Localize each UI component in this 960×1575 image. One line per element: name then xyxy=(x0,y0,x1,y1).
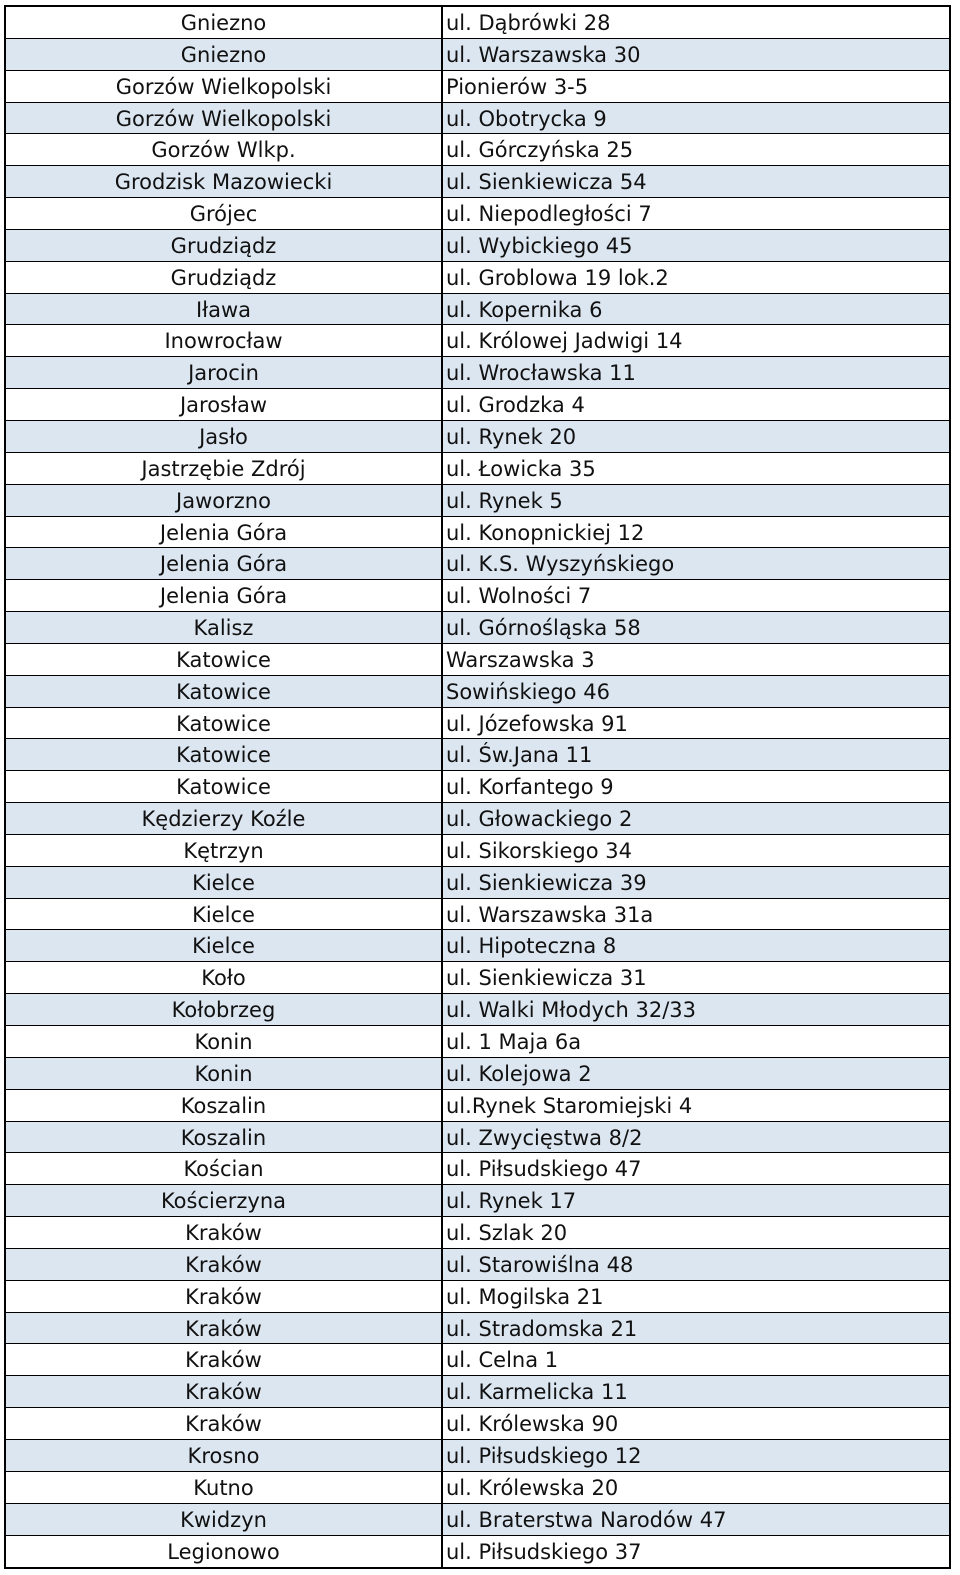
city-cell: Kielce xyxy=(6,899,443,930)
table-row xyxy=(6,1504,949,1536)
city-cell: Katowice xyxy=(6,771,443,802)
address-cell: ul. Sikorskiego 34 xyxy=(446,838,632,863)
address-cell: ul. Karmelicka 11 xyxy=(446,1380,628,1405)
city-cell: Kołobrzeg xyxy=(6,994,443,1025)
city-cell: Jarocin xyxy=(6,357,443,388)
address-cell: ul. Stradomska 21 xyxy=(446,1316,638,1341)
city-cell: Kwidzyn xyxy=(6,1504,443,1535)
city-cell: Kraków xyxy=(6,1313,443,1344)
table-row xyxy=(6,676,949,708)
table-row xyxy=(6,389,949,421)
address-cell: ul. Górczyńska 25 xyxy=(446,138,634,163)
table-row xyxy=(6,198,949,230)
city-cell: Jasło xyxy=(6,421,443,452)
city-cell: Jaworzno xyxy=(6,485,443,516)
address-cell: ul. Kopernika 6 xyxy=(446,297,603,322)
table-row xyxy=(6,994,949,1026)
city-cell: Kraków xyxy=(6,1408,443,1439)
address-cell: ul. Piłsudskiego 37 xyxy=(446,1539,642,1564)
address-cell: ul. Józefowska 91 xyxy=(446,711,628,736)
city-cell: Jastrzębie Zdrój xyxy=(6,453,443,484)
table-row xyxy=(6,1376,949,1408)
city-cell: Jelenia Góra xyxy=(6,548,443,579)
table-row xyxy=(6,771,949,803)
address-cell: ul. Królewska 20 xyxy=(446,1475,619,1500)
address-cell: ul. Walki Młodych 32/33 xyxy=(446,998,697,1023)
city-cell: Grójec xyxy=(6,198,443,229)
city-cell: Katowice xyxy=(6,676,443,707)
city-cell: Gorzów Wielkopolski xyxy=(6,103,443,134)
table-row xyxy=(6,134,949,166)
table-row xyxy=(6,453,949,485)
table-row xyxy=(6,1313,949,1345)
table-row xyxy=(6,357,949,389)
address-cell: ul. Niepodległości 7 xyxy=(446,202,652,227)
city-cell: Kętrzyn xyxy=(6,835,443,866)
city-cell: Konin xyxy=(6,1026,443,1057)
address-cell: ul. Kolejowa 2 xyxy=(446,1061,592,1086)
table-row xyxy=(6,930,949,962)
city-cell: Grudziądz xyxy=(6,230,443,261)
table-row xyxy=(6,103,949,135)
address-cell: ul. Rynek 20 xyxy=(446,424,577,449)
locations-table xyxy=(4,5,951,1569)
table-row xyxy=(6,517,949,549)
table-row xyxy=(6,230,949,262)
city-cell: Kraków xyxy=(6,1281,443,1312)
address-cell: ul. Grodzka 4 xyxy=(446,393,585,418)
table-row xyxy=(6,612,949,644)
table-row xyxy=(6,708,949,740)
address-cell: ul. Łowicka 35 xyxy=(446,456,596,481)
city-cell: Inowrocław xyxy=(6,325,443,356)
table-row xyxy=(6,899,949,931)
table-row xyxy=(6,39,949,71)
table-row xyxy=(6,325,949,357)
address-cell: ul. Obotrycka 9 xyxy=(446,106,607,131)
table-row xyxy=(6,7,949,39)
address-cell: ul. Górnośląska 58 xyxy=(446,616,641,641)
city-cell: Kalisz xyxy=(6,612,443,643)
address-cell: ul. Warszawska 30 xyxy=(446,42,641,67)
city-cell: Kraków xyxy=(6,1344,443,1375)
address-cell: ul. Wybickiego 45 xyxy=(446,233,633,258)
address-cell: ul. Braterstwa Narodów 47 xyxy=(446,1507,727,1532)
table-row xyxy=(6,548,949,580)
city-cell: Kraków xyxy=(6,1249,443,1280)
table-row xyxy=(6,644,949,676)
address-cell: ul. 1 Maja 6a xyxy=(446,1030,582,1054)
address-cell: ul. Piłsudskiego 12 xyxy=(446,1443,642,1468)
city-cell: Koszalin xyxy=(6,1122,443,1153)
address-cell: ul. Warszawska 31a xyxy=(446,902,654,927)
city-cell: Iława xyxy=(6,294,443,325)
city-cell: Jelenia Góra xyxy=(6,517,443,548)
table-row xyxy=(6,835,949,867)
city-cell: Koszalin xyxy=(6,1090,443,1121)
table-row xyxy=(6,1440,949,1472)
city-cell: Kościan xyxy=(6,1153,443,1184)
city-cell: Gorzów Wielkopolski xyxy=(6,71,443,102)
city-cell: Legionowo xyxy=(6,1536,443,1568)
address-cell: ul. Sienkiewicza 39 xyxy=(446,870,647,895)
city-cell: Jelenia Góra xyxy=(6,580,443,611)
address-cell: ul. Celna 1 xyxy=(446,1348,559,1373)
table-row xyxy=(6,739,949,771)
table-row xyxy=(6,1090,949,1122)
city-cell: Konin xyxy=(6,1058,443,1089)
city-cell: Katowice xyxy=(6,644,443,675)
table-row xyxy=(6,1472,949,1504)
address-cell: ul. Rynek 17 xyxy=(446,1189,577,1214)
address-cell: ul. Św.Jana 11 xyxy=(446,743,593,768)
city-cell: Katowice xyxy=(6,739,443,770)
address-cell: ul. Dąbrówki 28 xyxy=(446,11,611,35)
address-cell: ul. Hipoteczna 8 xyxy=(446,934,617,959)
city-cell: Kielce xyxy=(6,867,443,898)
address-cell: Warszawska 3 xyxy=(446,647,595,672)
city-cell: Kędzierzy Koźle xyxy=(6,803,443,834)
city-cell: Gorzów Wlkp. xyxy=(6,134,443,165)
address-cell: ul. Królewska 90 xyxy=(446,1412,619,1437)
address-cell: ul. Starowiślna 48 xyxy=(446,1252,634,1277)
table-row xyxy=(6,1185,949,1217)
city-cell: Kutno xyxy=(6,1472,443,1503)
city-cell: Kościerzyna xyxy=(6,1185,443,1216)
table-row xyxy=(6,1536,949,1568)
table-row xyxy=(6,1408,949,1440)
address-cell: ul.Rynek Staromiejski 4 xyxy=(446,1093,693,1118)
city-cell: Kraków xyxy=(6,1376,443,1407)
city-cell: Grudziądz xyxy=(6,262,443,293)
table-row xyxy=(6,803,949,835)
address-cell: ul. Szlak 20 xyxy=(446,1221,568,1246)
table-row xyxy=(6,71,949,103)
address-cell: ul. Piłsudskiego 47 xyxy=(446,1157,642,1182)
address-cell: ul. Wrocławska 11 xyxy=(446,361,636,386)
table-row xyxy=(6,1281,949,1313)
table-row xyxy=(6,1058,949,1090)
address-cell: ul. Konopnickiej 12 xyxy=(446,520,645,545)
table-row xyxy=(6,262,949,294)
table-row xyxy=(6,962,949,994)
address-cell: ul. Groblowa 19 lok.2 xyxy=(446,265,669,290)
city-cell: Kielce xyxy=(6,930,443,961)
address-cell: ul. Sienkiewicza 54 xyxy=(446,170,647,195)
city-cell: Gniezno xyxy=(6,7,443,38)
address-cell: ul. Sienkiewicza 31 xyxy=(446,966,647,991)
city-cell: Grodzisk Mazowiecki xyxy=(6,166,443,197)
city-cell: Gniezno xyxy=(6,39,443,70)
table-row xyxy=(6,1026,949,1058)
table-row xyxy=(6,1153,949,1185)
table-row xyxy=(6,485,949,517)
table-row xyxy=(6,421,949,453)
address-cell: ul. Królowej Jadwigi 14 xyxy=(446,329,683,354)
table-row xyxy=(6,166,949,198)
table-row xyxy=(6,1344,949,1376)
address-cell: ul. Wolności 7 xyxy=(446,584,592,609)
address-cell: ul. Korfantego 9 xyxy=(446,775,614,800)
table-row xyxy=(6,1122,949,1154)
city-cell: Krosno xyxy=(6,1440,443,1471)
table-row xyxy=(6,294,949,326)
table-row xyxy=(6,580,949,612)
address-cell: ul. Rynek 5 xyxy=(446,488,563,513)
address-cell: Sowińskiego 46 xyxy=(446,679,610,704)
table-row xyxy=(6,1249,949,1281)
table-row xyxy=(6,867,949,899)
address-cell: Pionierów 3-5 xyxy=(446,74,589,99)
address-cell: ul. Zwycięstwa 8/2 xyxy=(446,1125,643,1150)
city-cell: Jarosław xyxy=(6,389,443,420)
address-cell: ul. K.S. Wyszyńskiego xyxy=(446,552,675,577)
address-cell: ul. Mogilska 21 xyxy=(446,1284,604,1309)
address-cell: ul. Głowackiego 2 xyxy=(446,807,633,832)
table-row xyxy=(6,1217,949,1249)
city-cell: Katowice xyxy=(6,708,443,739)
city-cell: Koło xyxy=(6,962,443,993)
city-cell: Kraków xyxy=(6,1217,443,1248)
